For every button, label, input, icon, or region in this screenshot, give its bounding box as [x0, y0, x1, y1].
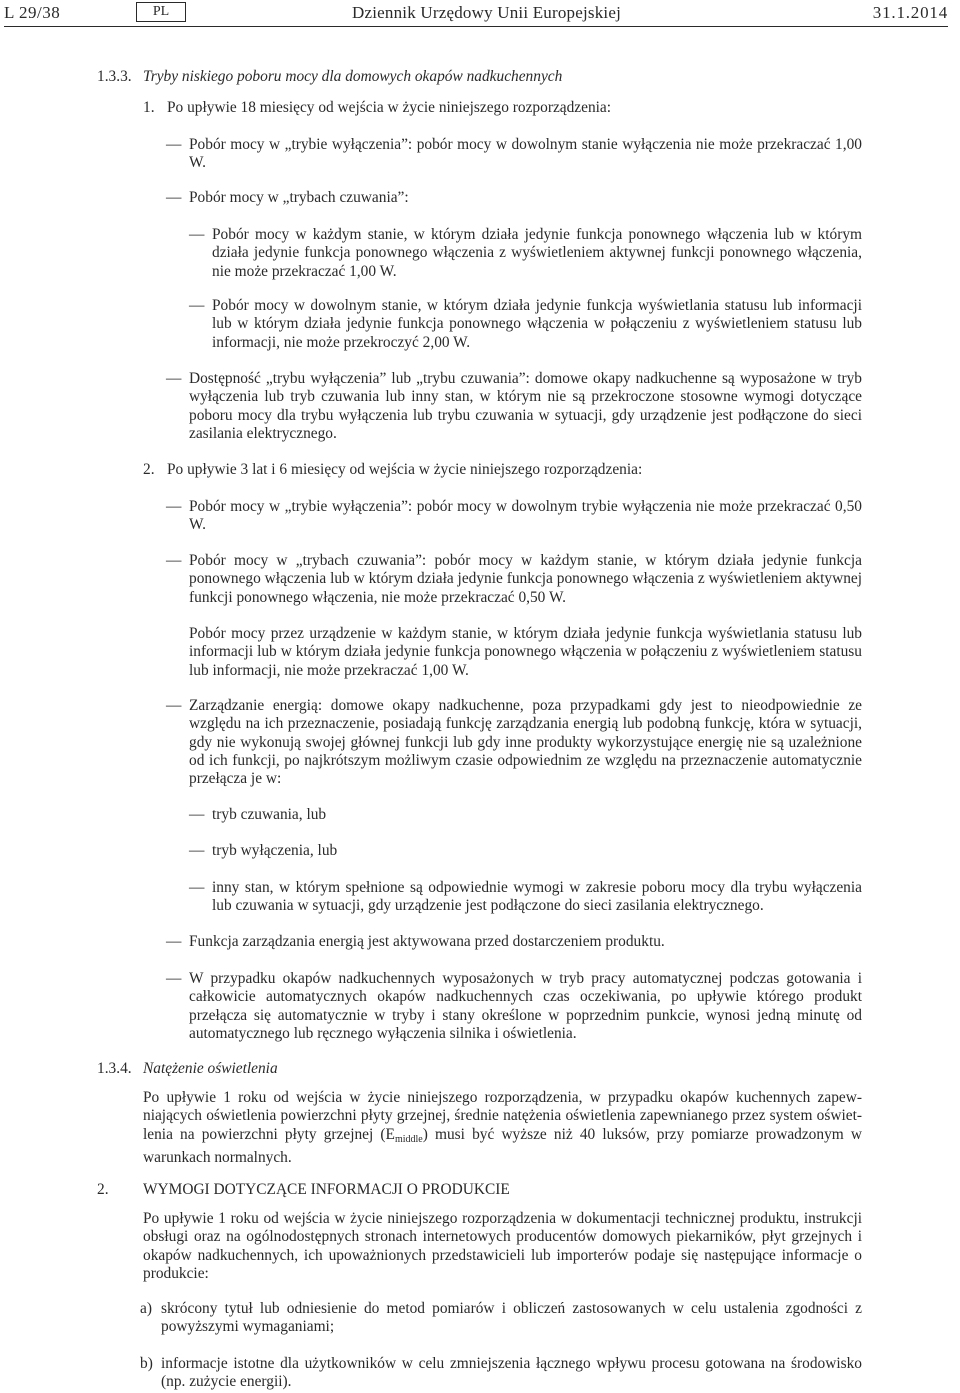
list-item: informacje istotne dla użytkowników w celu zmniejszenia łącznego wpływu procesu gotowana na środowisko (np. zużycie energii). [161, 1355, 862, 1391]
list-item: Pobór mocy w „trybach czuwania”: pobór mocy w każdym stanie, w którym działa jedynie funkcja ponownego włączenia lub w którym działa jedynie funkcja ponownego włączenia z wyświetleniem aktywnej funkcji ponownego włączenia, nie może przekraczać 0,50 W. [189, 552, 862, 606]
dash-bullet: — [166, 697, 182, 714]
section-title: Tryby niskiego poboru mocy dla domowych okapów nadkuchennych [143, 68, 563, 85]
paragraph-text: ) musi być wyższe niż 40 luksów, przy pomiarze prowadzonym w warunkach normalnych. [143, 1125, 863, 1166]
point-number: 2. [143, 461, 155, 478]
list-item: W przypadku okapów nadkuchennych wyposażonych w tryb pracy automatycznej podczas gotowania i całkowicie automatycznych okapów nadkuchennych czas oczekiwania, po upływie którego produkt przełącza się automatycznie w tryby i stany określone w poprzednim punkcie, wynosi jedną minutę od automatycznego lub ręcznego wyłączenia silnika i oświetlenia. [189, 970, 862, 1042]
list-item: Pobór mocy w dowolnym stanie, w którym działa jedynie funkcja wyświetlania statusu lub informacji lub w którym działa jedynie funkcja ponownego włączenia w połączeniu z wyświetleniem statusu lub informacji, nie może przekroczyć 2,00 W. [212, 297, 862, 351]
list-item: skrócony tytuł lub odniesienie do metod pomiarów i obliczeń zastosowanych w celu ustalenia zgodności z powyższymi wymaganiami; [161, 1300, 862, 1336]
section-number: 1.3.4. [97, 1060, 132, 1077]
list-item: Pobór mocy w „trybie wyłączenia”: pobór mocy w dowolnym stanie wyłączenia nie może przekraczać 1,00 W. [189, 136, 862, 172]
list-item: inny stan, w którym spełnione są odpowiednie wymogi w zakresie poboru mocy dla trybu wyłączenia lub czuwania w sytuacji, gdy urządzenie jest podłączone do sieci zasilania elektrycznego. [212, 879, 862, 915]
dash-bullet: — [166, 552, 182, 569]
paragraph [143, 1089, 862, 1167]
paragraph: Pobór mocy przez urządzenie w każdym stanie, w którym działa jedynie funkcja wyświetlania statusu lub informacji lub w którym działa jedynie funkcja ponownego włączenia w połączeniu z wyświetleniem statusu lub informacji, nie może przekraczać 1,00 W. [189, 625, 862, 679]
paragraph: Po upływie 1 roku od wejścia w życie niniejszego rozporządzenia w dokumentacji technicznej produktu, instrukcji obsługi oraz na ogólnodostępnych stronach internetowych producentów domowych piekarników, płyt grzejnych i okapów nadkuchennych, ich upoważnionych przedstawicieli lub importerów podaje się następujące informacje o produkcie: [143, 1210, 862, 1282]
dash-bullet: — [166, 933, 182, 950]
page-header [4, 4, 948, 26]
paragraph-text: Po upływie 1 roku od wejścia w życie niniejszego rozporządzenia, w przypadku okapów kuchennych zapewniających oświetlenia powierzchni płyty grzejnej, średnie natężenia oświetlenia zapewnianego przez system oświetlenia na powierzchni płyty grzejnej (E [143, 1089, 862, 1143]
dash-bullet: — [189, 879, 205, 896]
header-divider [4, 26, 948, 27]
language-badge: PL [136, 2, 186, 22]
list-item: Pobór mocy w „trybie wyłączenia”: pobór mocy w dowolnym trybie wyłączenia nie może przekraczać 0,50 W. [189, 498, 862, 534]
journal-title: Dziennik Urzędowy Unii Europejskiej [352, 3, 622, 22]
dash-bullet: — [189, 297, 205, 314]
point-number: 1. [143, 99, 155, 116]
list-item: Zarządzanie energią: domowe okapy nadkuchenne, poza przypadkami gdy jest to nieodpowiednie ze względu na ich przeznaczenie, posiadają funkcję zarządzania energią lub podobną funkcję, która w sytuacji, gdy nie wykonują swojej głównej funkcji lub gdy inne produkty wykorzystujące energię nie są uzależnione od ich funkcji, po najkrótszym możliwym czasie odpowiednim ze względu na przeznaczenie automatycznie przełącza je w: [189, 697, 862, 788]
list-item: tryb wyłączenia, lub [212, 842, 338, 859]
point-text: Po upływie 18 miesięcy od wejścia w życie niniejszego rozporządzenia: [167, 99, 612, 116]
list-item: tryb czuwania, lub [212, 806, 327, 823]
list-item: Pobór mocy w każdym stanie, w którym działa jedynie funkcja ponownego włączenia lub w którym działa jedynie funkcja ponownego włączenia z wyświetleniem aktywnej funkcji ponownego włączenia, nie może przekraczać 1,00 W. [212, 226, 862, 280]
dash-bullet: — [166, 136, 182, 153]
publication-date: 31.1.2014 [872, 3, 948, 22]
dash-bullet: — [166, 970, 182, 987]
dash-bullet: — [189, 842, 205, 859]
list-item: Funkcja zarządzania energią jest aktywowana przed dostarczeniem produktu. [189, 933, 665, 950]
section-number: 1.3.3. [97, 68, 132, 85]
section-title: WYMOGI DOTYCZĄCE INFORMACJI O PRODUKCIE [143, 1181, 510, 1198]
dash-bullet: — [166, 189, 182, 206]
section-number: 2. [97, 1181, 109, 1198]
section-title: Natężenie oświetlenia [143, 1060, 278, 1077]
subscript: middle [394, 1133, 423, 1145]
list-item: Pobór mocy w „trybach czuwania”: [189, 189, 409, 206]
list-label: b) [140, 1355, 153, 1372]
list-label: a) [140, 1300, 152, 1317]
dash-bullet: — [189, 806, 205, 823]
dash-bullet: — [189, 226, 205, 243]
point-text: Po upływie 3 lat i 6 miesięcy od wejścia w życie niniejszego rozporządzenia: [167, 461, 643, 478]
dash-bullet: — [166, 370, 182, 387]
dash-bullet: — [166, 498, 182, 515]
page-number: L 29/38 [4, 3, 61, 22]
list-item: Dostępność „trybu wyłączenia” lub „trybu czuwania”: domowe okapy nadkuchenne są wyposażone w tryb wyłączenia lub tryb czuwania lub inny stan, w którym nie są przekroczone stosowne wymogi dotyczące poboru mocy dla trybu wyłączenia lub trybu czuwania w sytuacji, gdy urządzenie jest podłączone do sieci zasilania elektrycznego. [189, 370, 862, 442]
